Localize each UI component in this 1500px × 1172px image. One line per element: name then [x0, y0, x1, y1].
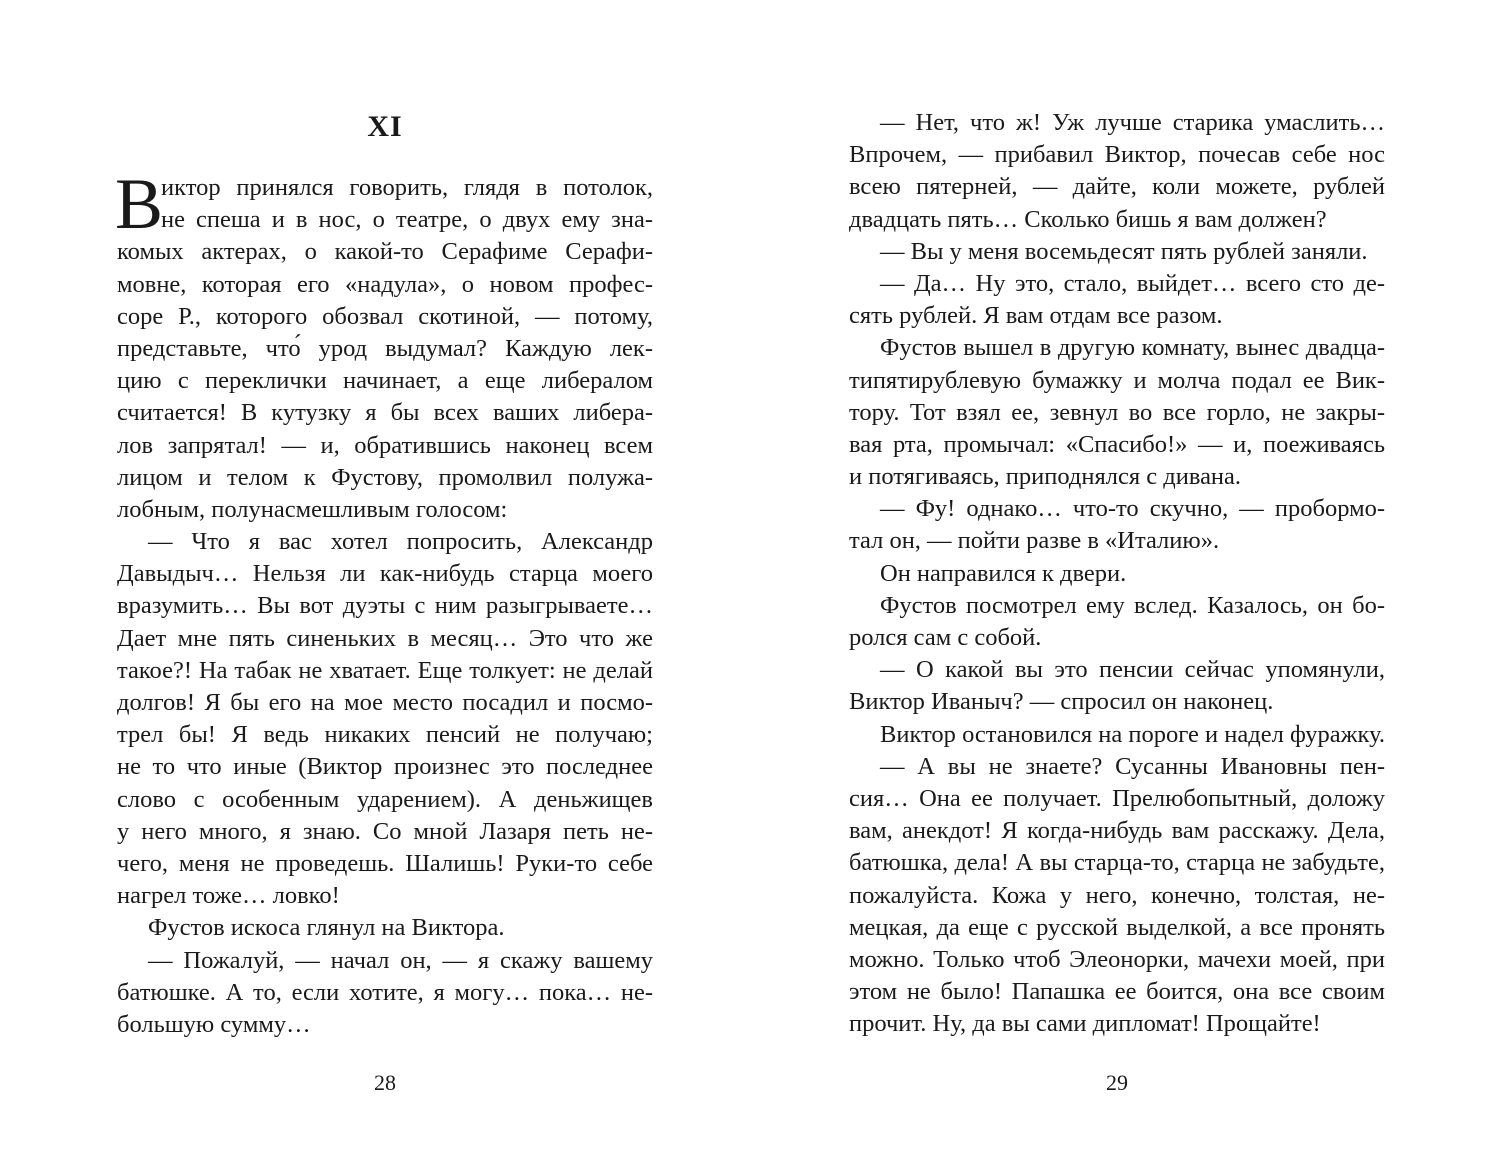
text-line: — Вы у меня восемьдесят пять рублей заняли.: [880, 237, 1368, 265]
text-line: сять рублей. Я вам отдам все разом.: [849, 302, 1223, 330]
text-line: не спеша и в нос, о театре, о двух ему зна-: [161, 206, 653, 234]
page-number: 28: [374, 1070, 396, 1095]
text-line: вая рта, промычал: «Спасибо!» — и, поеживаясь: [849, 430, 1385, 458]
text-line: — О какой вы это пенсии сейчас упомянули,: [880, 656, 1385, 684]
text-line: Дает мне пять синеньких в месяц… Это что же: [117, 624, 653, 652]
text-line: вам, анекдот! Я когда-нибудь вам расскажу. Дела,: [849, 817, 1385, 845]
text-line: считается! В кутузку я бы всех ваших либера-: [117, 399, 653, 427]
text-line: прочит. Ну, да вы сами дипломат! Прощайте!: [849, 1010, 1321, 1038]
text-line: вразумить… Вы вот дуэты с ним разыгрываете…: [117, 592, 653, 620]
text-line: Фустов искоса глянул на Виктора.: [148, 914, 505, 942]
text-line: нагрел тоже… ловко!: [117, 882, 340, 910]
text-line: Он направился к двери.: [880, 559, 1127, 587]
chapter-title: XI: [367, 110, 403, 143]
text-line: у него много, я знаю. Со мной Лазаря петь не-: [117, 817, 653, 845]
text-line: Давыдыч… Нельзя ли как-нибудь старца моего: [117, 560, 653, 588]
text-line: долгов! Я бы его на мое место посадил и посмо-: [117, 689, 653, 716]
text-line: Впрочем, — прибавил Виктор, почесав себе нос: [849, 141, 1385, 169]
text-line: мовне, которая его «надула», о новом профес-: [117, 270, 653, 298]
text-line: тору. Тот взял ее, зевнул во все горло, не закры-: [849, 398, 1385, 426]
text-line: Виктор остановился на пороге и надел фуражку.: [880, 720, 1385, 748]
text-line: — Что я вас хотел попросить, Александр: [148, 528, 653, 556]
text-line: можно. Только чтоб Элеонорки, мачехи моей, при: [849, 945, 1385, 973]
text-line: ролся сам с собой.: [849, 624, 1042, 651]
right-page-text: [849, 107, 1385, 1040]
text-line: не то что иные (Виктор произнес это последнее: [117, 753, 653, 781]
left-page-text: [115, 164, 653, 1041]
text-line: — Пожалуй, — начал он, — я скажу вашему: [148, 946, 653, 974]
text-line: батюшка, дела! А вы старца-то, старца не забудьте,: [849, 849, 1385, 877]
text-line: двадцать пять… Сколько бишь я вам должен?: [849, 205, 1327, 233]
text-line: батюшке. А то, если хотите, я могу… пока… не-: [117, 978, 653, 1006]
text-line: соре Р., которого обозвал скотиной, — потому,: [117, 302, 653, 330]
text-line: — Да… Ну это, стало, выйдет… всего сто де-: [880, 269, 1385, 297]
text-line: слово с особенным ударением). А деньжищев: [117, 785, 653, 813]
text-line: лов запрятал! — и, обратившись наконец всем: [117, 431, 653, 459]
text-line: комых актерах, о какой-то Серафиме Серафи-: [117, 238, 653, 266]
right-page: [849, 0, 1385, 1172]
text-line: лобным, полунасмешливым голосом:: [117, 495, 508, 523]
text-line: — Нет, что ж! Уж лучше старика умаслить…: [880, 109, 1385, 136]
text-line: трел бы! Я ведь никаких пенсий не получаю;: [117, 721, 653, 749]
text-line: чего, меня не проведешь. Шалишь! Руки-то себе: [117, 849, 653, 877]
text-line: мецкая, да еще с русской выделкой, а все пронять: [849, 913, 1385, 941]
drop-cap: В: [115, 164, 164, 244]
text-line: Виктор Иваныч? — спросил он наконец.: [849, 688, 1274, 716]
text-line: тал он, — пойти разве в «Италию».: [849, 527, 1220, 555]
text-line: пожалуйста. Кожа у него, конечно, толстая, не-: [849, 881, 1385, 909]
text-line: цию с переклички начинает, а еще либералом: [117, 367, 653, 395]
text-line: сия… Она ее получает. Прелюбопытный, доложу: [849, 784, 1385, 812]
text-line: и потягиваясь, приподнялся с дивана.: [849, 463, 1242, 491]
text-line: Фустов посмотрел ему вслед. Казалось, он бо-: [880, 591, 1385, 619]
text-line: иктор принялся говорить, глядя в потолок,: [161, 174, 653, 201]
text-line: такое?! На табак не хватает. Еще толкует: не делай: [117, 656, 653, 684]
text-line: всею пятерней, — дайте, коли можете, рублей: [849, 173, 1385, 201]
text-line: — Фу! однако… что-то скучно, — пробормо-: [880, 495, 1385, 523]
text-line: представьте, что́ урод выдумал? Каждую лек-: [117, 334, 653, 362]
text-line: — А вы не знаете? Сусанны Ивановны пен-: [880, 752, 1385, 780]
text-line: типятирублевую бумажку и молча подал ее Вик-: [849, 366, 1385, 394]
text-line: этом не было! Папашка ее боится, она все своим: [849, 978, 1385, 1006]
page-number: 29: [1106, 1070, 1128, 1095]
text-line: лицом и телом к Фустову, промолвил полужа-: [117, 463, 653, 491]
text-line: большую сумму…: [117, 1010, 311, 1038]
left-page: [117, 0, 653, 1172]
text-line: Фустов вышел в другую комнату, вынес двадца-: [880, 334, 1385, 362]
